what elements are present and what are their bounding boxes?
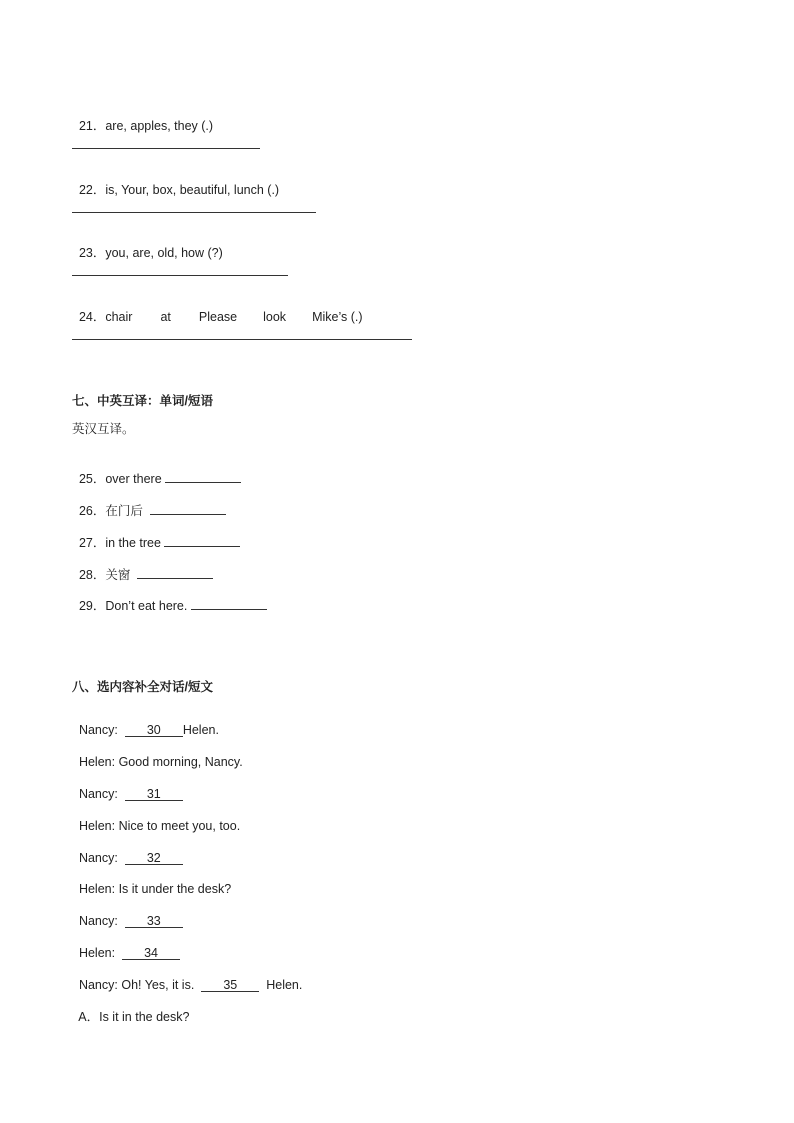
speaker: Helen: <box>78 755 116 769</box>
option-label: A． <box>78 1010 100 1024</box>
section-7-title: 七、中英互译：单词/短语 <box>72 394 213 408</box>
word-4: look <box>263 310 287 324</box>
answer-blank[interactable] <box>191 595 267 610</box>
blank-30[interactable]: 30 <box>125 722 183 737</box>
question-number: 21． <box>78 119 106 133</box>
dialog-line <box>72 897 183 929</box>
blank-31[interactable]: 31 <box>125 786 183 801</box>
blank-32[interactable]: 32 <box>125 850 183 865</box>
item-number: 28． <box>78 568 106 582</box>
answer-line-24[interactable] <box>72 339 412 340</box>
answer-blank[interactable] <box>150 500 226 515</box>
answer-blank[interactable] <box>165 468 241 483</box>
dialog-line <box>72 929 180 961</box>
question-number: 22． <box>78 183 106 197</box>
speaker: Nancy: <box>78 978 118 992</box>
item-number: 25． <box>78 472 106 486</box>
item-text: in the tree <box>105 536 161 550</box>
word-1: chair <box>105 310 133 324</box>
speaker: Nancy: <box>78 723 118 737</box>
speaker: Nancy: <box>78 914 118 928</box>
dialog-line <box>72 770 183 802</box>
question-21 <box>72 102 213 134</box>
question-22 <box>72 166 279 198</box>
word-5: Mike’s (.) <box>312 310 363 324</box>
word-3: Please <box>198 310 238 324</box>
speaker: Helen: <box>78 946 116 960</box>
item-text: over there <box>105 472 162 486</box>
blank-33[interactable]: 33 <box>125 913 183 928</box>
speaker: Nancy: <box>78 851 118 865</box>
dialog-line <box>72 834 183 866</box>
item-number: 26． <box>78 504 106 518</box>
dialog-text: Good morning, Nancy. <box>118 755 243 769</box>
answer-blank[interactable] <box>164 532 240 547</box>
item-text: 在门后 <box>105 504 143 518</box>
blank-35[interactable]: 35 <box>201 977 259 992</box>
question-text: you, are, old, how (?) <box>105 246 223 260</box>
item-number: 27． <box>78 536 106 550</box>
item-28 <box>72 548 213 583</box>
item-27 <box>72 516 240 551</box>
option-text: Is it in the desk? <box>99 1010 190 1024</box>
dialog-line <box>72 865 231 897</box>
item-text: Don’t eat here. <box>105 599 188 613</box>
section-7-instruction: 英汉互译。 <box>72 422 135 436</box>
dialog-line <box>72 802 240 834</box>
question-number: 24． <box>78 310 106 324</box>
speaker: Helen: <box>78 819 116 833</box>
answer-line-22[interactable] <box>72 212 316 213</box>
word-2: at <box>160 310 171 324</box>
question-text: are, apples, they (.) <box>105 119 214 133</box>
question-text: is, Your, box, beautiful, lunch (.) <box>105 183 280 197</box>
question-23 <box>72 229 223 261</box>
item-29 <box>72 579 267 614</box>
blank-34[interactable]: 34 <box>122 945 180 960</box>
dialog-line <box>72 738 243 770</box>
answer-line-23[interactable] <box>72 275 288 276</box>
item-26 <box>72 484 226 519</box>
speaker: Nancy: <box>78 787 118 801</box>
dialog-text: Is it under the desk? <box>118 882 232 896</box>
item-text: 关窗 <box>105 568 131 582</box>
item-25 <box>72 452 241 487</box>
dialog-line <box>72 706 219 738</box>
dialog-text: Helen. <box>266 978 303 992</box>
answer-line-21[interactable] <box>72 148 260 149</box>
dialog-text: Nice to meet you, too. <box>118 819 241 833</box>
speaker: Helen: <box>78 882 116 896</box>
section-8-title: 八、选内容补全对话/短文 <box>72 680 213 694</box>
dialog-text: Oh! Yes, it is. <box>121 978 195 992</box>
question-number: 23． <box>78 246 106 260</box>
option-a <box>72 993 189 1025</box>
answer-blank[interactable] <box>137 564 213 579</box>
question-24 <box>72 293 363 325</box>
dialog-text: Helen. <box>182 723 219 737</box>
dialog-line <box>72 961 302 993</box>
item-number: 29． <box>78 599 106 613</box>
